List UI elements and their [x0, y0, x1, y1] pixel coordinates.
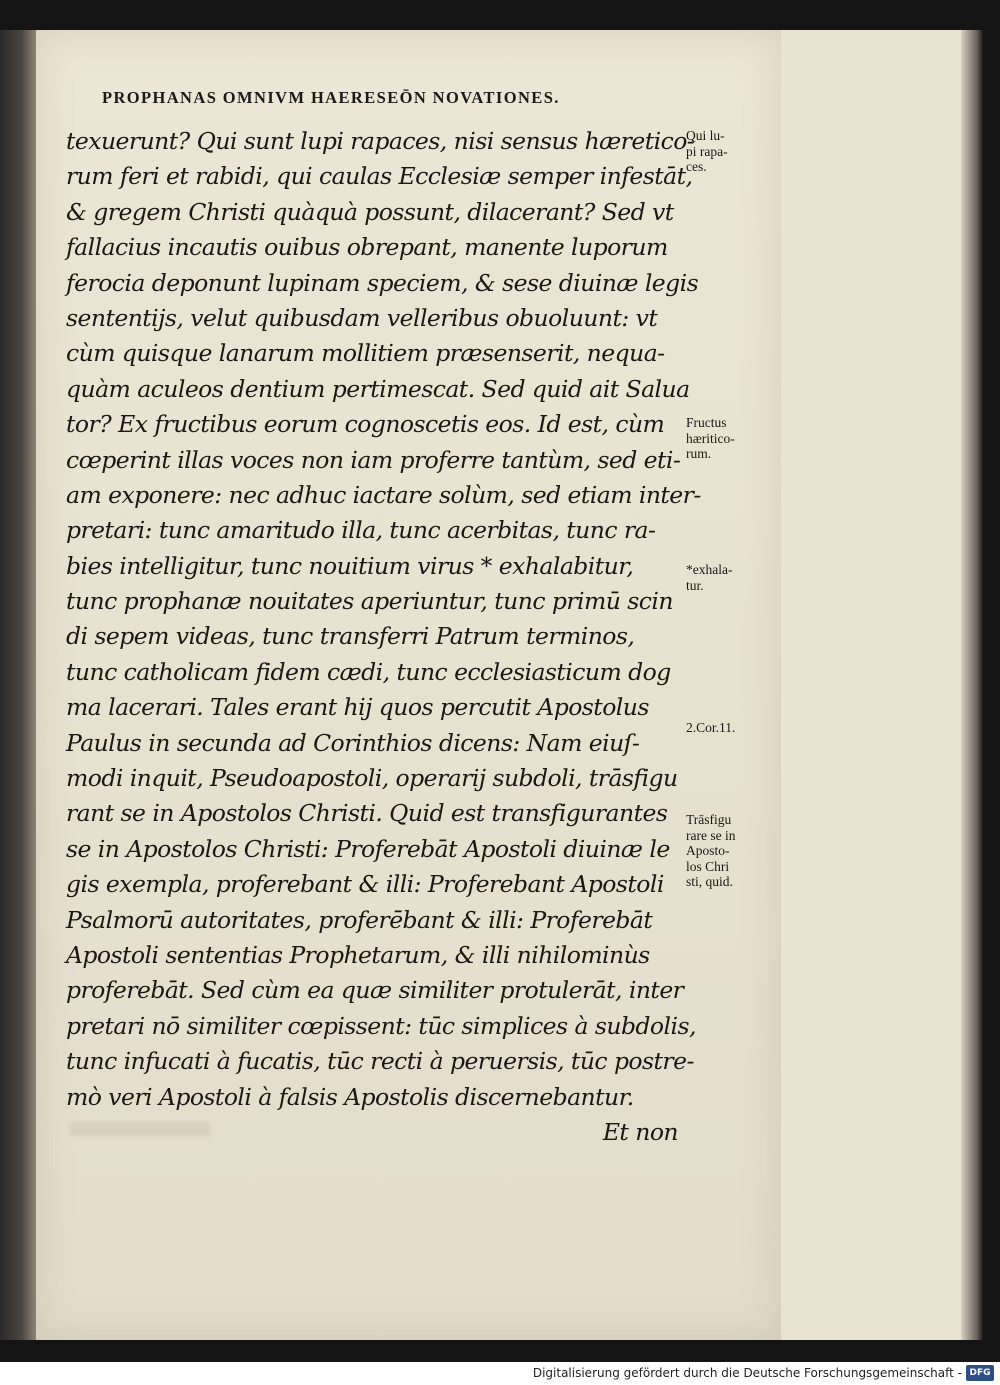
text-line: se in Apostolos Christi: Proferebāt Apostoli diuinæ le — [66, 834, 670, 863]
text-line: Psalmorū autoritates, proferēbant & illi: Proferebāt — [66, 905, 653, 934]
text-line: bies intelligitur, tunc nouitium virus * exhalabitur, — [66, 551, 634, 580]
text-line: pretari: tunc amaritudo illa, tunc acerbitas, tunc ra- — [66, 516, 656, 545]
marginal-line: rare se in — [686, 827, 736, 843]
marginal-note-wolves — [686, 128, 786, 175]
marginal-line: sti, quid. — [686, 874, 733, 889]
text-line: & gregem Christi quàquà possunt, dilacerant? Sed vt — [66, 197, 674, 226]
marginal-line: 2.Cor.11. — [686, 720, 736, 735]
marginal-note-transfigurare — [686, 812, 786, 890]
text-line: modi inquit, Pseudoapostoli, operarij subdoli, trāsfigu — [66, 764, 678, 793]
right-page-edge — [961, 30, 983, 1340]
footer-bar — [0, 1362, 1000, 1385]
marginal-line: los Chri — [686, 858, 730, 874]
funding-credit: Digitalisierung gefördert durch die Deutsche Forschungsgemeinschaft - — [532, 1366, 962, 1380]
marginal-line: Fructus — [686, 415, 727, 430]
text-line: tor? Ex fructibus eorum cognoscetis eos. Id est, cùm — [66, 410, 665, 439]
text-line: cùm quisque lanarum mollitiem præsenserit, nequa- — [66, 339, 665, 368]
text-line: ma lacerari. Tales erant hij quos percutit Apostolus — [66, 693, 649, 722]
text-line: am exponere: nec adhuc iactare solùm, sed etiam inter- — [66, 480, 701, 509]
running-head: PROPHANAS OMNIVM HAERESEŌN NOVATIONES. — [102, 88, 560, 107]
body-text — [66, 124, 701, 1150]
text-line: quàm aculeos dentium pertimescat. Sed quid ait Salua — [66, 374, 690, 403]
text-line: fallacius incautis ouibus obrepant, manente luporum — [66, 233, 668, 262]
text-line: pretari nō similiter cœpissent: tūc simplices à subdolis, — [66, 1011, 696, 1040]
marginal-line: *exhala- — [686, 562, 733, 577]
text-line: sententijs, velut quibusdam velleribus obuoluunt: vt — [66, 303, 658, 332]
text-line: tunc prophanæ nouitates aperiuntur, tunc primū scin — [66, 587, 673, 616]
dfg-logo: DFG — [966, 1365, 994, 1381]
catchword: Et non — [602, 1117, 678, 1146]
marginal-line: pi rapa- — [686, 143, 728, 159]
marginal-note-exhalatur — [686, 562, 786, 593]
text-line: tunc infucati à fucatis, tūc recti à peruersis, tūc postre- — [66, 1047, 694, 1076]
page-margin — [781, 30, 961, 1340]
marginal-line: rum. — [686, 446, 712, 461]
text-line: rum feri et rabidi, qui caulas Ecclesiæ semper infestāt, — [66, 162, 693, 191]
text-line: mò veri Apostoli à falsis Apostolis discernebantur. — [66, 1082, 634, 1111]
left-page-edge — [0, 30, 36, 1340]
marginal-line: Qui lu- — [686, 128, 725, 143]
text-line: cœperint illas voces non iam proferre tantùm, sed eti- — [66, 445, 681, 474]
marginal-line: ces. — [686, 159, 707, 174]
text-line: ferocia deponunt lupinam speciem, & sese diuinæ legis — [66, 268, 699, 297]
text-line: di sepem videas, tunc transferri Patrum terminos, — [66, 622, 635, 651]
marginal-line: Aposto- — [686, 843, 730, 858]
text-line: tunc catholicam fidem cædi, tunc ecclesiasticum dog — [66, 657, 671, 686]
text-line: gis exempla, proferebant & illi: Proferebant Apostoli — [66, 870, 664, 899]
marginal-note-fruits — [686, 415, 786, 462]
text-line: texuerunt? Qui sunt lupi rapaces, nisi sensus hæretico- — [66, 127, 695, 155]
text-line: Paulus in secunda ad Corinthios dicens: Nam eiuſ- — [66, 728, 640, 757]
text-line: proferebāt. Sed cùm ea quæ similiter protulerāt, inter — [66, 976, 684, 1005]
text-line: Apostoli sententias Prophetarum, & illi nihilominùs — [66, 940, 650, 969]
text-line: rant se in Apostolos Christi. Quid est transfigurantes — [66, 799, 668, 828]
marginal-line: hæritico- — [686, 430, 735, 446]
marginal-line: tur. — [686, 577, 704, 593]
marginal-line: Trāsfigu — [686, 812, 732, 827]
marginal-note-corinthians — [686, 720, 786, 736]
